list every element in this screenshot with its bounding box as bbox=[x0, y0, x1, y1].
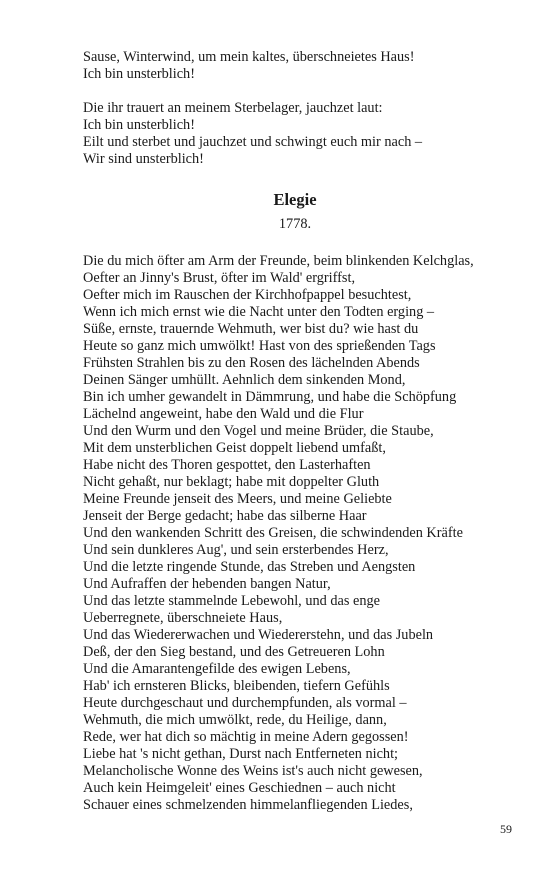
verse-line: Jenseit der Berge gedacht; habe das silberne Haar bbox=[83, 508, 367, 524]
verse-line: Meine Freunde jenseit des Meers, und meine Geliebte bbox=[83, 491, 392, 507]
verse-line: Heute so ganz mich umwölkt! Hast von des sprießenden Tags bbox=[83, 338, 436, 354]
verse-line: Die ihr trauert an meinem Sterbelager, jauchzet laut: bbox=[83, 100, 383, 116]
verse-line: Deinen Sänger umhüllt. Aehnlich dem sinkenden Mond, bbox=[83, 372, 406, 388]
poem-title: Elegie bbox=[273, 190, 317, 209]
verse-line: Nicht gehaßt, nur beklagt; habe mit doppelter Gluth bbox=[83, 474, 380, 490]
verse-line: Ueberregnete, überschneiete Haus, bbox=[83, 610, 283, 626]
verse-line: Ich bin unsterblich! bbox=[83, 117, 195, 133]
verse-line: Heute durchgeschaut und durchempfunden, als vormal – bbox=[83, 695, 407, 711]
verse-line: Wehmuth, die mich umwölkt, rede, du Heilige, dann, bbox=[83, 712, 387, 728]
verse-line: Wenn ich mich ernst wie die Nacht unter den Todten erging – bbox=[83, 304, 435, 320]
verse-line: Deß, der den Sieg bestand, und des Getreueren Lohn bbox=[83, 644, 385, 660]
verse-line: Süße, ernste, trauernde Wehmuth, wer bist du? wie hast du bbox=[83, 321, 419, 337]
verse-line: Oefter mich im Rauschen der Kirchhofpappel besuchtest, bbox=[83, 287, 412, 303]
poem-year: 1778. bbox=[278, 216, 312, 232]
verse-line: Eilt und sterbet und jauchzet und schwingt euch mir nach – bbox=[83, 134, 423, 150]
verse-line: Liebe hat 's nicht gethan, Durst nach Entferneten nicht; bbox=[83, 746, 399, 762]
verse-line: Bin ich umher gewandelt in Dämmrung, und habe die Schöpfung bbox=[83, 389, 457, 405]
verse-line: Rede, wer hat dich so mächtig in meine Adern gegossen! bbox=[83, 729, 409, 745]
verse-line: Melancholische Wonne des Weins ist's auch nicht gewesen, bbox=[83, 763, 423, 779]
page-number: 59 bbox=[500, 822, 512, 836]
verse-line: Habe nicht des Thoren gespottet, den Lasterhaften bbox=[83, 457, 371, 473]
verse-line: Und die letzte ringende Stunde, das Streben und Aengsten bbox=[83, 559, 416, 575]
verse-line: Und sein dunkleres Aug', und sein ersterbendes Herz, bbox=[83, 542, 389, 558]
verse-line: Mit dem unsterblichen Geist doppelt liebend umfaßt, bbox=[83, 440, 386, 456]
verse-line: Und das Wiedererwachen und Wiedererstehn, und das Jubeln bbox=[83, 627, 434, 643]
verse-line: Schauer eines schmelzenden himmelanfliegenden Liedes, bbox=[83, 797, 413, 813]
verse-line: Und das letzte stammelnde Lebewohl, und das enge bbox=[83, 593, 380, 609]
verse-line: Wir sind unsterblich! bbox=[83, 151, 204, 167]
verse-line: Und Aufraffen der hebenden bangen Natur, bbox=[83, 576, 331, 592]
verse-line: Ich bin unsterblich! bbox=[83, 66, 195, 82]
verse-line: Frühsten Strahlen bis zu den Rosen des lächelnden Abends bbox=[83, 355, 420, 371]
verse-line: Sause, Winterwind, um mein kaltes, überschneietes Haus! bbox=[83, 49, 415, 65]
verse-line: Lächelnd angeweint, habe den Wald und die Flur bbox=[83, 406, 364, 422]
verse-line: Und den Wurm und den Vogel und meine Brüder, die Staube, bbox=[83, 423, 434, 439]
verse-line: Auch kein Heimgeleit' eines Geschiednen – auch nicht bbox=[83, 780, 396, 796]
verse-line: Die du mich öfter am Arm der Freunde, beim blinkenden Kelchglas, bbox=[83, 253, 474, 269]
verse-line: Und die Amarantengefilde des ewigen Lebens, bbox=[83, 661, 351, 677]
verse-line: Und den wankenden Schritt des Greisen, die schwindenden Kräfte bbox=[83, 525, 463, 541]
verse-line: Oefter an Jinny's Brust, öfter im Wald' ergriffst, bbox=[83, 270, 356, 286]
verse-line: Hab' ich ernsteren Blicks, bleibenden, tiefern Gefühls bbox=[83, 678, 390, 694]
